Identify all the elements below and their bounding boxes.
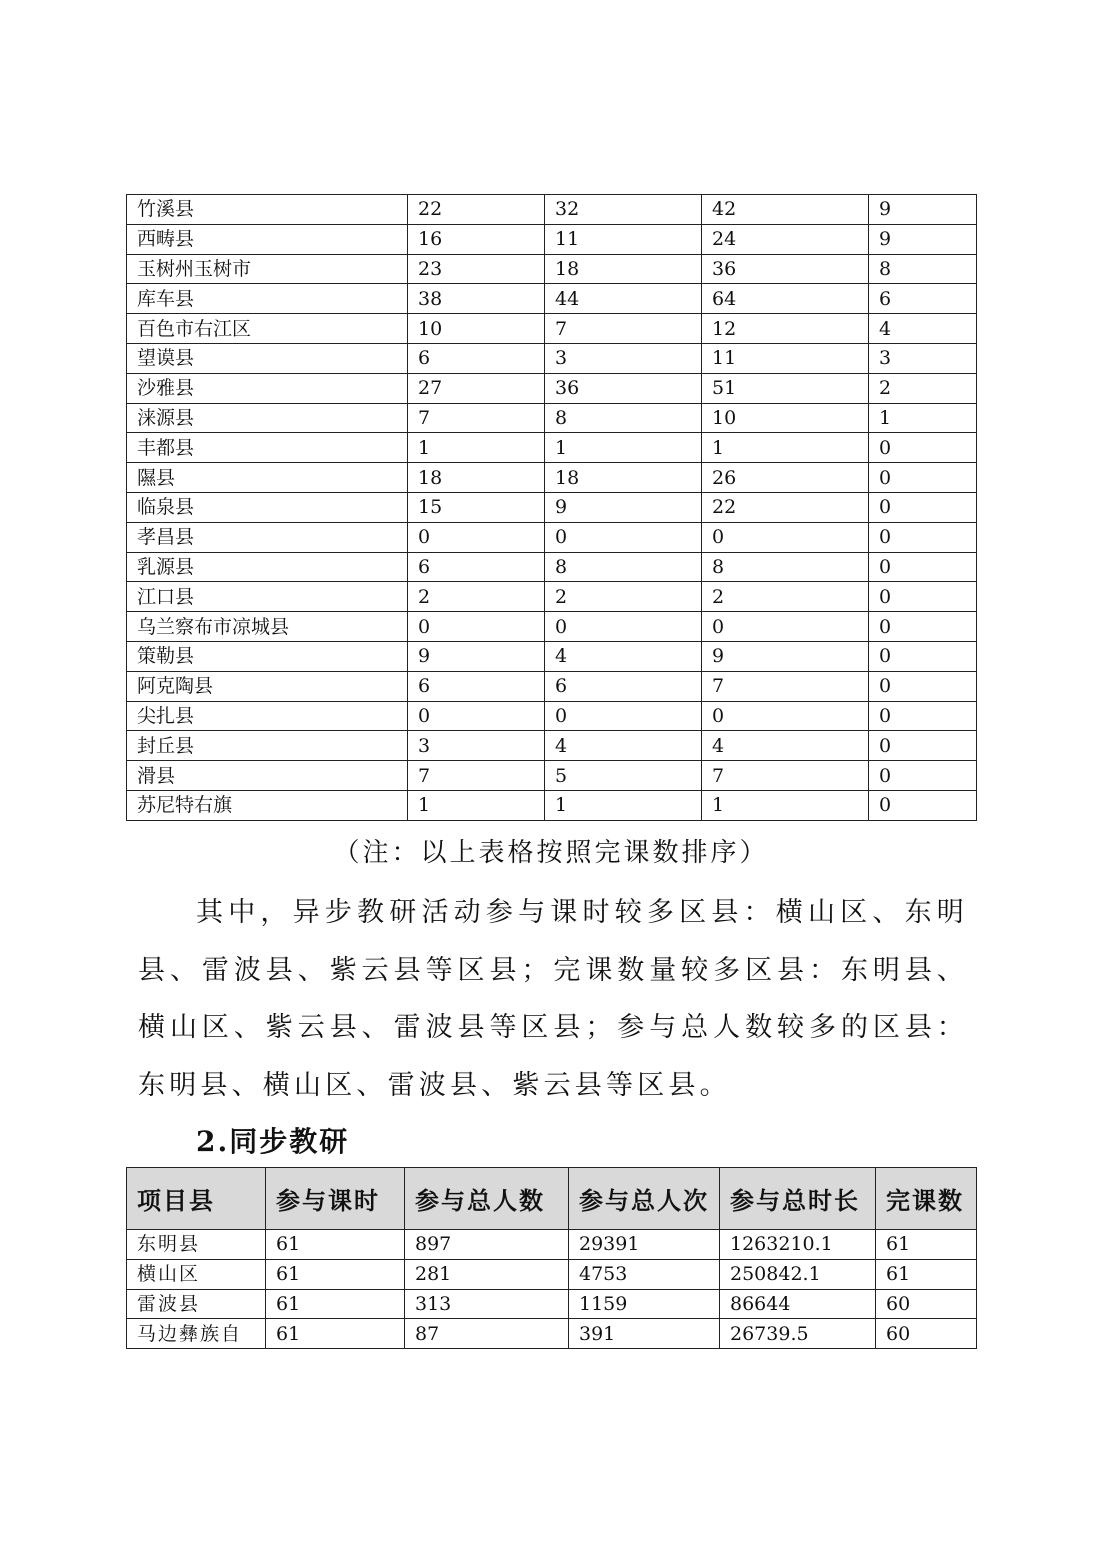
value-cell: 0: [869, 701, 977, 731]
value-cell: 51: [702, 373, 869, 403]
table-row: [127, 492, 977, 522]
county-name-cell: 百色市右江区: [127, 314, 408, 344]
value-cell: 18: [545, 463, 702, 493]
value-cell: 0: [869, 641, 977, 671]
value-cell: 7: [702, 761, 869, 791]
value-cell: 7: [408, 403, 545, 433]
value-cell: 61: [876, 1230, 977, 1260]
value-cell: 2: [702, 582, 869, 612]
column-header: 参与总时长: [720, 1168, 876, 1230]
value-cell: 0: [869, 731, 977, 761]
value-cell: 16: [408, 224, 545, 254]
table-row: [127, 641, 977, 671]
table-row: [127, 224, 977, 254]
county-name-cell: 丰都县: [127, 433, 408, 463]
county-stats-table-sync: [126, 1167, 977, 1349]
value-cell: 313: [405, 1289, 569, 1319]
value-cell: 391: [569, 1319, 720, 1349]
value-cell: 6: [408, 552, 545, 582]
value-cell: 3: [869, 343, 977, 373]
table-row: [127, 761, 977, 791]
county-stats-table-async: [126, 194, 977, 821]
value-cell: 60: [876, 1289, 977, 1319]
value-cell: 11: [702, 343, 869, 373]
table-row: [127, 731, 977, 761]
county-name-cell: 苏尼特右旗: [127, 790, 408, 820]
value-cell: 0: [702, 612, 869, 642]
value-cell: 8: [702, 552, 869, 582]
county-name-cell: 马边彝族自: [127, 1319, 266, 1349]
column-header: 参与课时: [266, 1168, 405, 1230]
county-name-cell: 尖扎县: [127, 701, 408, 731]
county-name-cell: 江口县: [127, 582, 408, 612]
county-name-cell: 封丘县: [127, 731, 408, 761]
table-row: [127, 1289, 977, 1319]
value-cell: 0: [702, 701, 869, 731]
value-cell: 10: [408, 314, 545, 344]
value-cell: 4: [702, 731, 869, 761]
value-cell: 7: [408, 761, 545, 791]
value-cell: 4753: [569, 1259, 720, 1289]
table-row: [127, 403, 977, 433]
table-row: [127, 314, 977, 344]
value-cell: 0: [408, 701, 545, 731]
value-cell: 281: [405, 1259, 569, 1289]
county-name-cell: 沙雅县: [127, 373, 408, 403]
value-cell: 12: [702, 314, 869, 344]
value-cell: 36: [545, 373, 702, 403]
value-cell: 0: [869, 612, 977, 642]
value-cell: 0: [869, 582, 977, 612]
county-name-cell: 涞源县: [127, 403, 408, 433]
value-cell: 1263210.1: [720, 1230, 876, 1260]
table-row: [127, 1319, 977, 1349]
table-body: [127, 195, 977, 821]
column-header: 参与总人数: [405, 1168, 569, 1230]
value-cell: 6: [408, 343, 545, 373]
county-name-cell: 乌兰察布市凉城县: [127, 612, 408, 642]
value-cell: 9: [869, 195, 977, 225]
value-cell: 32: [545, 195, 702, 225]
value-cell: 61: [876, 1259, 977, 1289]
value-cell: 0: [408, 612, 545, 642]
value-cell: 0: [408, 522, 545, 552]
value-cell: 0: [869, 433, 977, 463]
value-cell: 4: [545, 641, 702, 671]
value-cell: 1159: [569, 1289, 720, 1319]
county-name-cell: 临泉县: [127, 492, 408, 522]
value-cell: 27: [408, 373, 545, 403]
county-name-cell: 隰县: [127, 463, 408, 493]
section-title: 2.同步教研: [196, 1125, 350, 1158]
value-cell: 0: [869, 552, 977, 582]
county-name-cell: 策勒县: [127, 641, 408, 671]
table-row: [127, 1259, 977, 1289]
value-cell: 0: [869, 463, 977, 493]
county-name-cell: 玉树州玉树市: [127, 254, 408, 284]
value-cell: 3: [545, 343, 702, 373]
value-cell: 7: [545, 314, 702, 344]
county-name-cell: 滑县: [127, 761, 408, 791]
county-name-cell: 东明县: [127, 1230, 266, 1260]
column-header: 参与总人次: [569, 1168, 720, 1230]
value-cell: 2: [545, 582, 702, 612]
value-cell: 4: [869, 314, 977, 344]
value-cell: 0: [545, 612, 702, 642]
value-cell: 1: [408, 433, 545, 463]
table-row: [127, 790, 977, 820]
value-cell: 61: [266, 1319, 405, 1349]
value-cell: 1: [408, 790, 545, 820]
value-cell: 36: [702, 254, 869, 284]
county-name-cell: 竹溪县: [127, 195, 408, 225]
value-cell: 3: [408, 731, 545, 761]
table-row: [127, 612, 977, 642]
table-row: [127, 433, 977, 463]
value-cell: 10: [702, 403, 869, 433]
value-cell: 1: [702, 790, 869, 820]
value-cell: 22: [702, 492, 869, 522]
value-cell: 7: [702, 671, 869, 701]
value-cell: 26: [702, 463, 869, 493]
value-cell: 64: [702, 284, 869, 314]
value-cell: 42: [702, 195, 869, 225]
value-cell: 23: [408, 254, 545, 284]
table-row: [127, 671, 977, 701]
value-cell: 1: [702, 433, 869, 463]
value-cell: 0: [545, 701, 702, 731]
value-cell: 26739.5: [720, 1319, 876, 1349]
value-cell: 0: [869, 492, 977, 522]
value-cell: 61: [266, 1230, 405, 1260]
county-name-cell: 库车县: [127, 284, 408, 314]
value-cell: 87: [405, 1319, 569, 1349]
table-row: [127, 463, 977, 493]
value-cell: 8: [545, 403, 702, 433]
value-cell: 897: [405, 1230, 569, 1260]
value-cell: 0: [545, 522, 702, 552]
value-cell: 5: [545, 761, 702, 791]
county-name-cell: 横山区: [127, 1259, 266, 1289]
table-row: [127, 1230, 977, 1260]
table-row: [127, 552, 977, 582]
value-cell: 6: [545, 671, 702, 701]
value-cell: 22: [408, 195, 545, 225]
value-cell: 6: [408, 671, 545, 701]
value-cell: 1: [869, 403, 977, 433]
value-cell: 0: [869, 671, 977, 701]
table-row: [127, 284, 977, 314]
value-cell: 0: [702, 522, 869, 552]
value-cell: 86644: [720, 1289, 876, 1319]
value-cell: 9: [408, 641, 545, 671]
table-body: [127, 1230, 977, 1349]
table-row: [127, 343, 977, 373]
county-name-cell: 望谟县: [127, 343, 408, 373]
value-cell: 2: [408, 582, 545, 612]
value-cell: 15: [408, 492, 545, 522]
value-cell: 29391: [569, 1230, 720, 1260]
county-name-cell: 阿克陶县: [127, 671, 408, 701]
value-cell: 18: [545, 254, 702, 284]
value-cell: 1: [545, 433, 702, 463]
county-name-cell: 孝昌县: [127, 522, 408, 552]
value-cell: 61: [266, 1259, 405, 1289]
table-header-row: [127, 1168, 977, 1230]
table-row: [127, 254, 977, 284]
value-cell: 61: [266, 1289, 405, 1319]
value-cell: 18: [408, 463, 545, 493]
table-row: [127, 195, 977, 225]
value-cell: 1: [545, 790, 702, 820]
summary-paragraph: 其中，异步教研活动参与课时较多区县：横山区、东明县、雷波县、紫云县等区县；完课数量较多区县：东明县、横山区、紫云县、雷波县等区县；参与总人数较多的区县：东明县、横山区、雷波县、紫云县等区县。: [138, 897, 968, 1101]
value-cell: 2: [869, 373, 977, 403]
value-cell: 8: [869, 254, 977, 284]
value-cell: 44: [545, 284, 702, 314]
column-header: 完课数: [876, 1168, 977, 1230]
table-row: [127, 373, 977, 403]
column-header: 项目县: [127, 1168, 266, 1230]
table-row: [127, 582, 977, 612]
value-cell: 24: [702, 224, 869, 254]
table-note: （注：以上表格按照完课数排序）: [333, 838, 769, 868]
value-cell: 250842.1: [720, 1259, 876, 1289]
value-cell: 8: [545, 552, 702, 582]
value-cell: 60: [876, 1319, 977, 1349]
value-cell: 0: [869, 790, 977, 820]
value-cell: 11: [545, 224, 702, 254]
county-name-cell: 乳源县: [127, 552, 408, 582]
value-cell: 9: [702, 641, 869, 671]
county-name-cell: 西畴县: [127, 224, 408, 254]
value-cell: 0: [869, 522, 977, 552]
value-cell: 0: [869, 761, 977, 791]
value-cell: 9: [545, 492, 702, 522]
value-cell: 6: [869, 284, 977, 314]
value-cell: 38: [408, 284, 545, 314]
value-cell: 4: [545, 731, 702, 761]
table-row: [127, 701, 977, 731]
value-cell: 9: [869, 224, 977, 254]
county-name-cell: 雷波县: [127, 1289, 266, 1319]
table-row: [127, 522, 977, 552]
